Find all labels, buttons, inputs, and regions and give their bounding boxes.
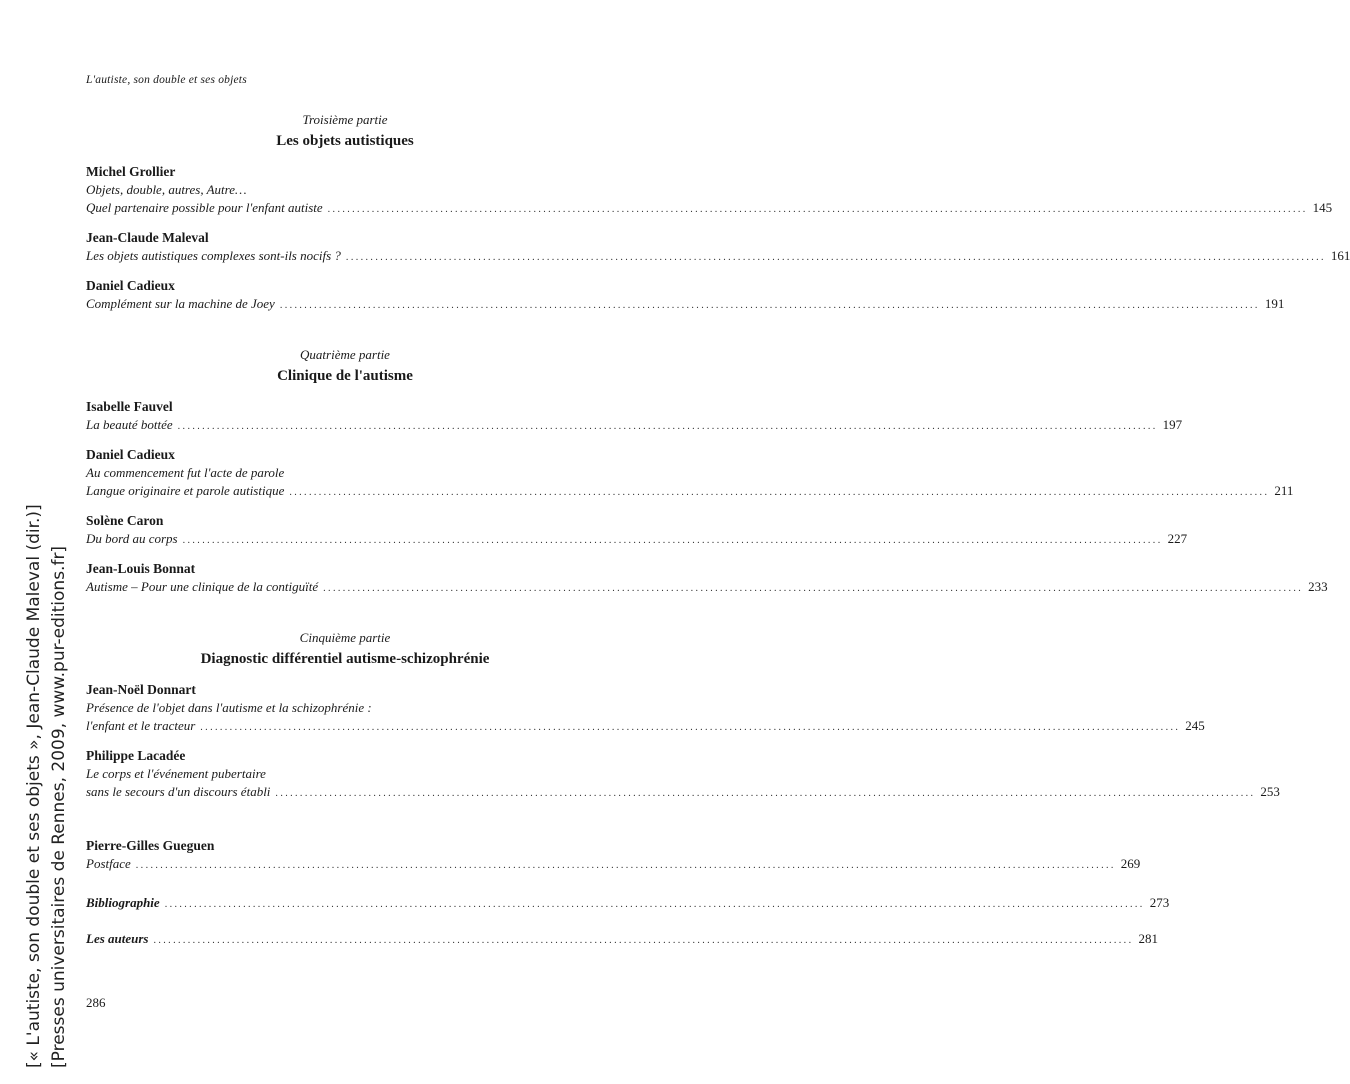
dot-leader: ........................................................................................................................................................................................................: [345, 252, 1326, 263]
entry-page: 161: [1330, 248, 1350, 263]
toc-entry: [86, 512, 1188, 550]
entry-subtitle: Au commencement fut l'acte de parole: [86, 465, 285, 480]
citation-line-2: [Presses universitaires de Rennes, 2009, www.pur-editions.fr]: [49, 545, 69, 1068]
entry-title: Autisme – Pour une clinique de la contiguïté: [86, 579, 319, 594]
toc-entry: [86, 229, 1350, 267]
dot-leader: ........................................................................................................................................................................................................: [289, 487, 1270, 498]
toc-line[interactable]: [86, 578, 1328, 598]
entry-subtitle: Le corps et l'événement pubertaire: [86, 766, 266, 781]
part-4-heading: [86, 347, 604, 386]
part-5-heading: [86, 630, 604, 669]
entry-author: Jean-Noël Donnart: [86, 682, 196, 697]
toc-entry: [86, 163, 1333, 219]
entry-page: 145: [1312, 200, 1333, 215]
toc-line[interactable]: [86, 199, 1333, 219]
dot-leader: ........................................................................................................................................................................................................: [279, 300, 1260, 311]
entry-title: Postface: [86, 856, 131, 871]
toc-entry: [86, 446, 1294, 502]
toc-line[interactable]: [86, 855, 1141, 875]
entry-page: 233: [1308, 579, 1328, 594]
side-citation: [22, 504, 72, 1068]
toc-line[interactable]: [86, 482, 1294, 502]
part-title: Les objets autistiques: [276, 133, 414, 149]
entry-title: Complément sur la machine de Joey: [86, 296, 275, 311]
toc-line[interactable]: [86, 894, 1170, 914]
toc-line[interactable]: [86, 717, 1205, 737]
entry-author: Pierre-Gilles Gueguen: [86, 838, 215, 853]
entry-title: l'enfant et le tracteur: [86, 718, 196, 733]
entry-author: Jean-Claude Maleval: [86, 230, 209, 245]
entry-page: 245: [1185, 718, 1205, 733]
entry-page: 273: [1149, 895, 1170, 910]
toc-line[interactable]: [86, 247, 1350, 267]
page-number: 286: [86, 995, 106, 1010]
toc-entry: [86, 398, 1183, 436]
entry-author: Philippe Lacadée: [86, 748, 186, 763]
running-header: L'autiste, son double et ses objets: [86, 74, 247, 86]
toc-entry: [86, 747, 1280, 803]
entry-author: Solène Caron: [86, 513, 164, 528]
part-title: Diagnostic différentiel autisme-schizophrénie: [200, 651, 490, 667]
entry-page: 253: [1260, 784, 1280, 799]
toc-line[interactable]: [86, 416, 1183, 436]
entry-title: Langue originaire et parole autistique: [86, 483, 285, 498]
toc-line[interactable]: [86, 930, 1158, 950]
toc-entry-postface: [86, 837, 1141, 875]
dot-leader: ........................................................................................................................................................................................................: [153, 935, 1134, 946]
dot-leader: ........................................................................................................................................................................................................: [177, 421, 1158, 432]
entry-author: Michel Grollier: [86, 164, 176, 179]
table-of-contents: [86, 112, 1350, 950]
part-label: Quatrième partie: [300, 347, 390, 362]
entry-subtitle: Présence de l'objet dans l'autisme et la schizophrénie :: [86, 700, 372, 715]
citation-line-1: [« L'autiste, son double et ses objets », Jean-Claude Maleval (dir.)]: [24, 504, 44, 1068]
entry-title: Du bord au corps: [86, 531, 178, 546]
entry-page: 191: [1264, 296, 1285, 311]
part-title: Clinique de l'autisme: [277, 368, 413, 384]
part-label: Cinquième partie: [299, 630, 391, 645]
toc-line[interactable]: [86, 295, 1285, 315]
entry-subtitle: Objets, double, autres, Autre…: [86, 182, 247, 197]
entry-page: 227: [1167, 531, 1188, 546]
part-label: Troisième partie: [302, 112, 388, 127]
toc-entry: [86, 560, 1328, 598]
entry-page: 211: [1274, 483, 1294, 498]
entry-author: Daniel Cadieux: [86, 447, 175, 462]
entry-title: Quel partenaire possible pour l'enfant autiste: [86, 200, 323, 215]
entry-page: 197: [1162, 417, 1183, 432]
dot-leader: ........................................................................................................................................................................................................: [327, 204, 1308, 215]
toc-entry-les-auteurs: [86, 930, 1158, 950]
entry-title: Les objets autistiques complexes sont-ils nocifs ?: [86, 248, 341, 263]
entry-page: 269: [1120, 856, 1141, 871]
entry-author: Daniel Cadieux: [86, 278, 175, 293]
toc-line[interactable]: [86, 783, 1280, 803]
toc-entry-bibliographie: [86, 894, 1170, 914]
dot-leader: ........................................................................................................................................................................................................: [182, 535, 1163, 546]
entry-author: Isabelle Fauvel: [86, 399, 173, 414]
entry-author: Jean-Louis Bonnat: [86, 561, 196, 576]
dot-leader: ........................................................................................................................................................................................................: [164, 899, 1145, 910]
dot-leader: ........................................................................................................................................................................................................: [275, 788, 1256, 799]
part-3-heading: [86, 112, 604, 151]
dot-leader: ........................................................................................................................................................................................................: [323, 583, 1304, 594]
dot-leader: ........................................................................................................................................................................................................: [135, 860, 1116, 871]
toc-line[interactable]: [86, 530, 1188, 550]
entry-title: La beauté bottée: [86, 417, 173, 432]
toc-entry: [86, 277, 1285, 315]
toc-entry: [86, 681, 1205, 737]
entry-title: Les auteurs: [86, 931, 149, 946]
entry-page: 281: [1138, 931, 1158, 946]
entry-title: Bibliographie: [86, 895, 160, 910]
entry-title: sans le secours d'un discours établi: [86, 784, 271, 799]
dot-leader: ........................................................................................................................................................................................................: [200, 722, 1181, 733]
